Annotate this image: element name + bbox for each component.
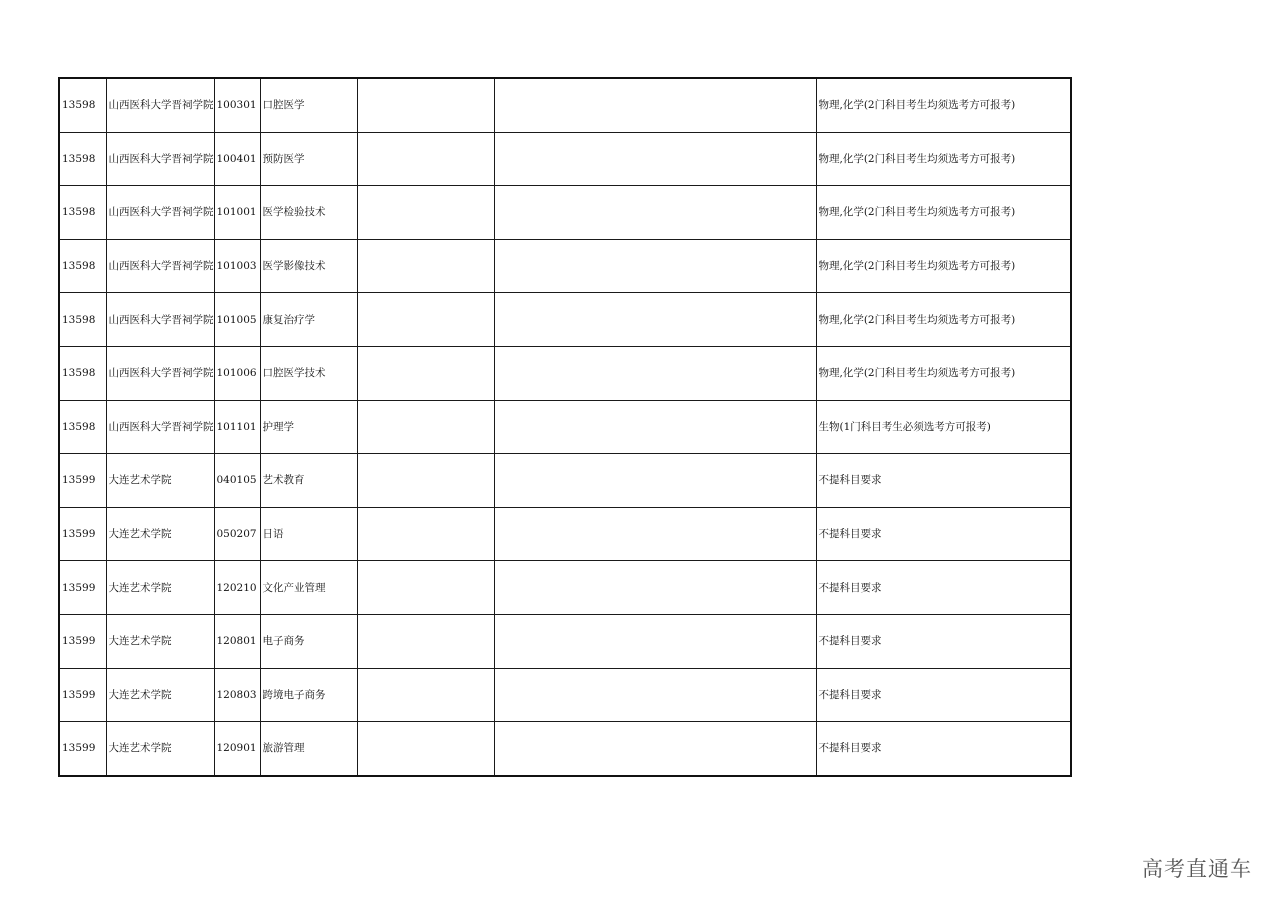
school-code-cell: 13599 <box>59 561 106 615</box>
school-code-cell: 13598 <box>59 293 106 347</box>
subject-requirement-cell: 物理,化学(2门科目考生均须选考方可报考) <box>816 293 1071 347</box>
table-body <box>59 78 1071 776</box>
school-code-cell: 13599 <box>59 668 106 722</box>
school-code-cell: 13598 <box>59 346 106 400</box>
school-name-cell: 大连艺术学院 <box>106 668 214 722</box>
empty-cell <box>494 722 816 776</box>
empty-cell <box>357 561 494 615</box>
subject-requirement-cell: 物理,化学(2门科目考生均须选考方可报考) <box>816 239 1071 293</box>
major-code-cell: 120210 <box>214 561 260 615</box>
major-name-cell: 跨境电子商务 <box>260 668 357 722</box>
major-name-cell: 护理学 <box>260 400 357 454</box>
school-name-cell: 山西医科大学晋祠学院 <box>106 78 214 132</box>
major-code-cell: 050207 <box>214 507 260 561</box>
empty-cell <box>494 668 816 722</box>
subject-requirement-cell: 物理,化学(2门科目考生均须选考方可报考) <box>816 346 1071 400</box>
empty-cell <box>357 400 494 454</box>
school-name-cell: 大连艺术学院 <box>106 454 214 508</box>
empty-cell <box>494 561 816 615</box>
empty-cell <box>494 132 816 186</box>
table-row <box>59 561 1071 615</box>
major-code-cell: 101003 <box>214 239 260 293</box>
school-code-cell: 13599 <box>59 722 106 776</box>
empty-cell <box>357 668 494 722</box>
subject-requirement-cell: 不提科目要求 <box>816 668 1071 722</box>
table-row <box>59 346 1071 400</box>
table-row <box>59 400 1071 454</box>
school-name-cell: 山西医科大学晋祠学院 <box>106 293 214 347</box>
empty-cell <box>357 239 494 293</box>
major-code-cell: 101006 <box>214 346 260 400</box>
school-name-cell: 山西医科大学晋祠学院 <box>106 400 214 454</box>
school-name-cell: 山西医科大学晋祠学院 <box>106 239 214 293</box>
empty-cell <box>494 614 816 668</box>
empty-cell <box>357 293 494 347</box>
school-name-cell: 山西医科大学晋祠学院 <box>106 186 214 240</box>
empty-cell <box>494 239 816 293</box>
school-code-cell: 13598 <box>59 400 106 454</box>
empty-cell <box>494 186 816 240</box>
school-code-cell: 13599 <box>59 454 106 508</box>
table-row <box>59 132 1071 186</box>
empty-cell <box>357 507 494 561</box>
major-code-cell: 101001 <box>214 186 260 240</box>
subject-requirement-cell: 不提科目要求 <box>816 614 1071 668</box>
major-name-cell: 口腔医学技术 <box>260 346 357 400</box>
subject-requirements-table <box>58 77 1072 777</box>
major-name-cell: 预防医学 <box>260 132 357 186</box>
empty-cell <box>357 454 494 508</box>
table-row <box>59 186 1071 240</box>
empty-cell <box>357 346 494 400</box>
table-row <box>59 239 1071 293</box>
major-code-cell: 100401 <box>214 132 260 186</box>
subject-requirement-cell: 不提科目要求 <box>816 507 1071 561</box>
watermark-text: 高考直通车 <box>1142 857 1252 881</box>
subject-requirement-cell: 物理,化学(2门科目考生均须选考方可报考) <box>816 186 1071 240</box>
empty-cell <box>357 614 494 668</box>
empty-cell <box>494 293 816 347</box>
empty-cell <box>357 132 494 186</box>
major-code-cell: 040105 <box>214 454 260 508</box>
subject-requirement-cell: 物理,化学(2门科目考生均须选考方可报考) <box>816 78 1071 132</box>
major-name-cell: 旅游管理 <box>260 722 357 776</box>
school-code-cell: 13598 <box>59 78 106 132</box>
major-name-cell: 电子商务 <box>260 614 357 668</box>
empty-cell <box>494 400 816 454</box>
major-code-cell: 120801 <box>214 614 260 668</box>
empty-cell <box>494 454 816 508</box>
school-name-cell: 大连艺术学院 <box>106 507 214 561</box>
major-name-cell: 康复治疗学 <box>260 293 357 347</box>
major-name-cell: 医学检验技术 <box>260 186 357 240</box>
school-name-cell: 山西医科大学晋祠学院 <box>106 132 214 186</box>
school-code-cell: 13598 <box>59 132 106 186</box>
empty-cell <box>494 507 816 561</box>
major-name-cell: 医学影像技术 <box>260 239 357 293</box>
school-code-cell: 13598 <box>59 186 106 240</box>
subject-requirement-cell: 不提科目要求 <box>816 722 1071 776</box>
empty-cell <box>494 78 816 132</box>
major-code-cell: 101101 <box>214 400 260 454</box>
empty-cell <box>357 186 494 240</box>
table-row <box>59 293 1071 347</box>
table-row <box>59 78 1071 132</box>
empty-cell <box>357 722 494 776</box>
major-code-cell: 101005 <box>214 293 260 347</box>
major-code-cell: 120803 <box>214 668 260 722</box>
major-code-cell: 100301 <box>214 78 260 132</box>
school-code-cell: 13599 <box>59 614 106 668</box>
subject-requirement-cell: 生物(1门科目考生必须选考方可报考) <box>816 400 1071 454</box>
school-name-cell: 大连艺术学院 <box>106 722 214 776</box>
major-name-cell: 日语 <box>260 507 357 561</box>
table-row <box>59 668 1071 722</box>
major-code-cell: 120901 <box>214 722 260 776</box>
table-row <box>59 507 1071 561</box>
table-row <box>59 614 1071 668</box>
major-name-cell: 文化产业管理 <box>260 561 357 615</box>
subject-requirement-cell: 不提科目要求 <box>816 561 1071 615</box>
major-name-cell: 口腔医学 <box>260 78 357 132</box>
empty-cell <box>357 78 494 132</box>
school-name-cell: 大连艺术学院 <box>106 561 214 615</box>
school-name-cell: 山西医科大学晋祠学院 <box>106 346 214 400</box>
table-row <box>59 722 1071 776</box>
school-code-cell: 13599 <box>59 507 106 561</box>
table-row <box>59 454 1071 508</box>
school-name-cell: 大连艺术学院 <box>106 614 214 668</box>
empty-cell <box>494 346 816 400</box>
subject-requirement-cell: 物理,化学(2门科目考生均须选考方可报考) <box>816 132 1071 186</box>
subject-requirement-cell: 不提科目要求 <box>816 454 1071 508</box>
major-name-cell: 艺术教育 <box>260 454 357 508</box>
school-code-cell: 13598 <box>59 239 106 293</box>
